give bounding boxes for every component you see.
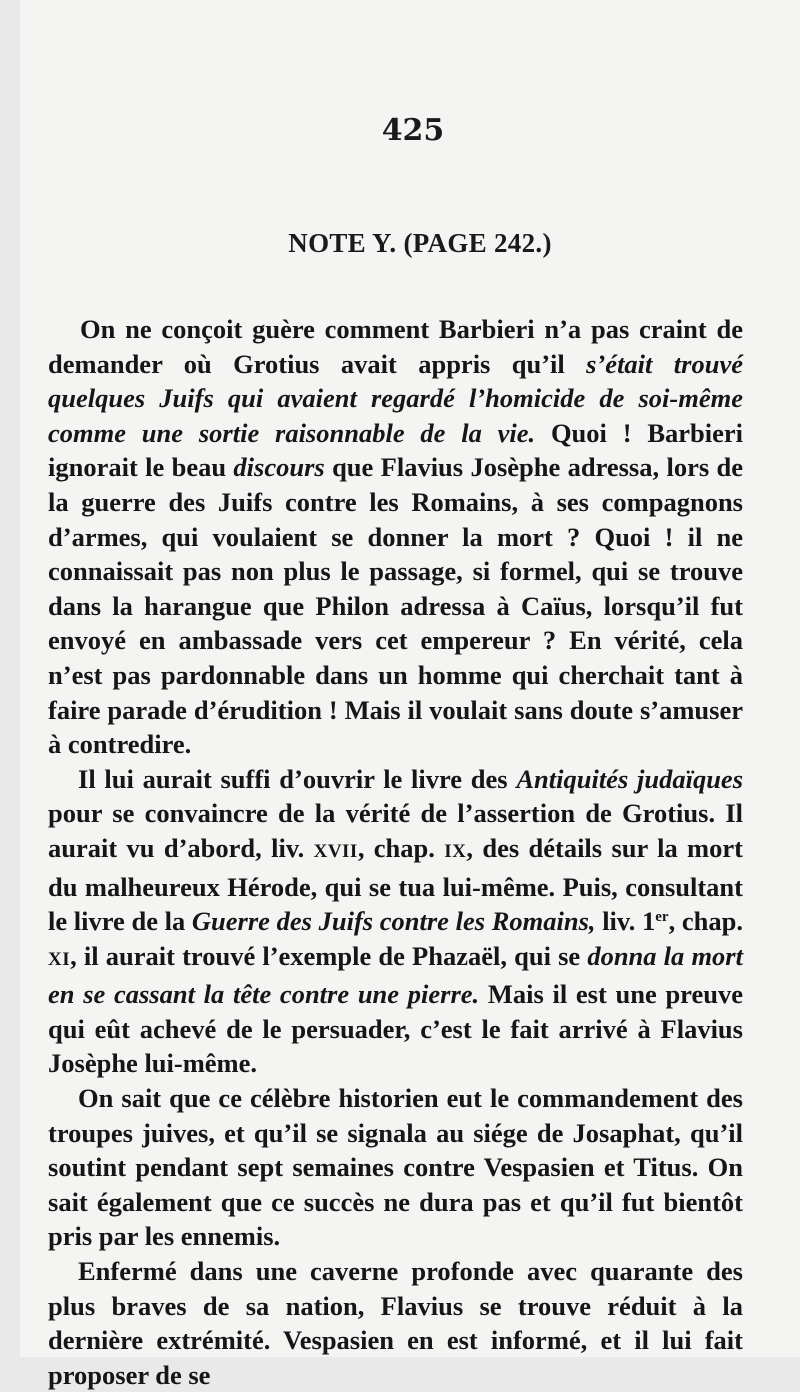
text-run: , chap. [357,832,445,863]
text-run: On sait que ce célèbre historien eut le commandement des troupes juives, et qu’il se signala au siége de Josaphat, qu’il soutint pendant sept semaines contre Vespasien et Titus. On sait également que ce succès ne dura pas et qu’il fut bientôt pris par les ennemis. [48,1083,743,1252]
text-run: Enfermé dans une caverne profonde avec quarante des plus braves de sa nation, Flavius se trouve réduit à la dernière extrémité. Vespasien en est informé, et il lui fait proposer de se [48,1256,743,1390]
paragraph-1 [48,312,743,762]
italic-quote: donna la mort en se cassant la tête contre une pierre. [48,940,743,1010]
roman-numeral: XVII [313,840,358,862]
roman-numeral: XI [48,948,71,970]
text-run: Mais il est une preuve qui eût achevé de le persuader, c’est le fait arrivé à Flavius Josèphe lui-même. [48,979,743,1079]
body-text [48,312,743,1392]
text-run: que Flavius Josèphe adressa, lors de la guerre des Juifs contre les Romains, à ses compagnons d’armes, qui voulaient se donner la mort ? Quoi ! il ne connaissait pas non plus le passage, si formel, qui se trouve dans la harangue que Philon adressa à Caïus, lorsqu’il fut envoyé en ambassade vers cet empereur ? En vérité, cela n’est pas pardonnable dans un homme qui cherchait tant à faire parade d’érudition ! Mais il voulait sans doute s’amuser à contredire. [48,452,743,760]
italic-quote: s’était trouvé quelques Juifs qui avaient regardé l’homicide de soi-même comme une sortie raisonnable de la vie. [48,348,743,448]
roman-numeral: IX [444,840,467,862]
book-page [20,0,800,1390]
text-run: , il aurait trouvé l’exemple de Phazaël, qui se [70,940,588,971]
text-run: pour se convaincre de la vérité de l’assertion de Grotius. Il aurait vu d’abord, liv. [48,798,743,863]
text-run: Il lui aurait suffi d’ouvrir le livre des [78,763,517,794]
paragraph-3 [48,1081,743,1254]
text-run: , chap. [668,906,743,937]
italic-word: discours [233,452,325,483]
text-run: , des détails sur la mort du malheureux Hérode, qui se tua lui-même. Puis, consultant le livre de la [48,832,743,937]
note-title: NOTE Y. (PAGE 242.) [288,228,552,258]
italic-title: Guerre des Juifs contre les Romains, [191,906,596,937]
text-run: Quoi ! Barbieri ignorait le beau [48,417,744,483]
text-run: On ne conçoit guère comment Barbieri n’a pas craint de demander où Grotius avait appris qu’il [48,314,743,379]
superscript: er [655,909,669,926]
text-run: liv. 1 [595,906,656,937]
page-number: 425 [381,113,445,148]
paragraph-4 [48,1254,743,1392]
italic-title: Antiquités judaïques [516,763,744,794]
paragraph-2 [48,762,743,1081]
